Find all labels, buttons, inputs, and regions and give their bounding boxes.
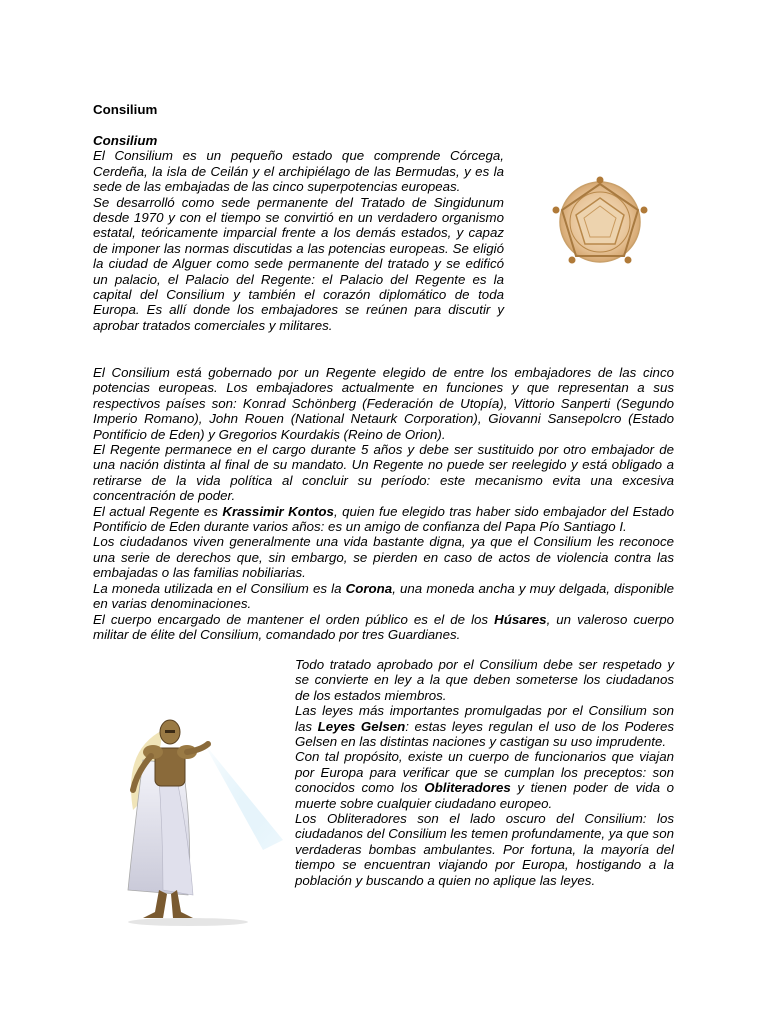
paragraph-citizens: Los ciudadanos viven generalmente una vida bastante digna, ya que el Consilium les reconoce una serie de derechos que, sin embargo, se pierden en caso de actos de violencia contra las embajadas o las familias nobiliarias. (93, 534, 674, 581)
gelsen-laws-name: Leyes Gelsen (317, 718, 406, 734)
paragraph-hussars: El cuerpo encargado de mantener el orden público es el de los Húsares, un valeroso cuerpo militar de élite del Consilium, comandado por tres Guardianes. (93, 611, 675, 642)
armored-knight-illustration (93, 690, 283, 930)
paragraph-obliterators: Con tal propósito, existe un cuerpo de funcionarios que viajan por Europa para verificar que se cumplan los preceptos: son conocidos como los Obliteradores y tienen poder de vida o muerte sobre cualquier ciudadano europeo. (295, 749, 674, 811)
paragraph-obliterators-dark-side: Los Obliteradores son el lado oscuro del Consilium: los ciudadanos del Consilium les temen profundamente, ya que son verdaderas bombas ambulantes. Por fortuna, la mayoría del tiempo se encuentran viajando por Europa, hostigando a la población y buscando a quien no aplique las leyes. (295, 811, 674, 888)
paragraph-regent-election: El Consilium está gobernado por un Regente elegido de entre los embajadores de las cinco potencias europeas. Los embajadores actualmente en funciones y que representan a sus respectivos países son: Konrad Schönberg (Federación de Utopía), Vittorio Sanperti (Segundo Imperio Romano), John Rouen (National Netaurk Corporation), Giovanni Sansepolcro (Estado Pontificio de Eden) y Gregorios Kourdakis (Reino de Orion). (93, 365, 674, 442)
hussars-name: Húsares (494, 611, 547, 627)
regent-name: Krassimir Kontos (222, 503, 334, 519)
currency-name: Corona (345, 580, 393, 596)
paragraph-history: Se desarrolló como sede permanente del Tratado de Singidunum desde 1970 y con el tiempo se convirtió en un verdadero organismo estatal, teóricamente imparcial frente a los demás estados, y capaz de imponer las normas discutidas a las potencias europeas. Se eligió la ciudad de Alguer como sede permanente del tratado y se edificó un palacio, el Palacio del Regente: el Palacio del Regente es la capital del Consilium y también el corazón diplomático de toda Europa. Es allí donde los embajadores se reúnen para discutir y aprobar tratados comerciales y militares. (93, 194, 504, 333)
main-column (93, 365, 674, 642)
paragraph-current-regent: El actual Regente es Krassimir Kontos, quien fue elegido tras haber sido embajador del Estado Pontificio de Eden durante varios años: es un amigo de confianza del Papa Pío Santiago I. (93, 503, 674, 535)
pentagon-seal-emblem (548, 172, 653, 267)
paragraph-treaties: Todo tratado aprobado por el Consilium debe ser respetado y se convierte en ley a la que deben someterse los ciudadanos de los estados miembros. (295, 657, 674, 703)
obliterators-name: Obliteradores (424, 780, 511, 796)
page-title: Consilium (93, 102, 158, 117)
section-heading: Consilium (93, 133, 158, 148)
paragraph-regent-term: El Regente permanece en el cargo durante 5 años y debe ser sustituido por otro embajador de una nación distinta al final de su mandato. Un Regente no puede ser reelegido y está obligado a retirarse de la vida política al concluir su período: este mecanismo evita una excesiva concentración de poder. (93, 442, 674, 504)
paragraph-currency: La moneda utilizada en el Consilium es la Corona, una moneda ancha y muy delgada, disponible en varias denominaciones. (93, 580, 674, 612)
paragraph-gelsen-laws: Las leyes más importantes promulgadas por el Consilium son las Leyes Gelsen: estas leyes regulan el uso de los Poderes Gelsen en las distintas naciones y castigan su uso imprudente. (295, 703, 674, 750)
paragraph-intro: El Consilium es un pequeño estado que comprende Córcega, Cerdeña, la isla de Ceilán y el archipiélago de las Bermudas, y es la sede de las embajadas de las cinco superpotencias europeas. (93, 148, 504, 195)
laws-column (295, 657, 674, 888)
intro-column (93, 133, 504, 333)
